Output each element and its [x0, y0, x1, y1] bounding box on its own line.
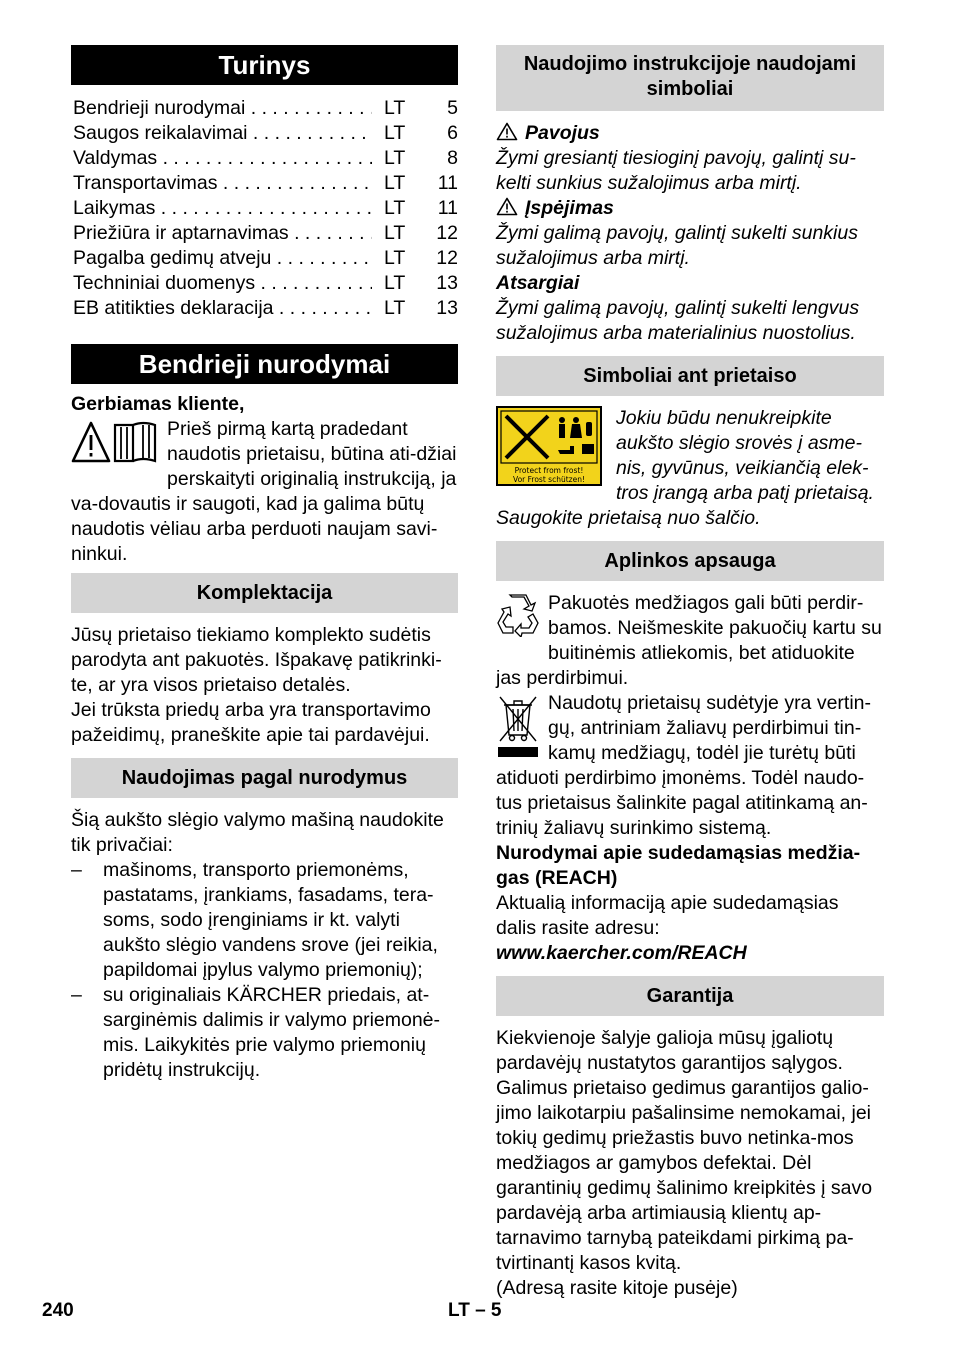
- toc-entry-title: Priežiūra ir aptarnavimas . . .: [73, 221, 372, 246]
- toc-entry-title: EB atitikties deklaracija . . .: [73, 296, 372, 321]
- warning-line: [496, 196, 884, 221]
- device-warning-label-icon: [496, 406, 602, 493]
- right-column: [496, 45, 884, 1311]
- dash-marker: –: [71, 984, 82, 1006]
- toc-entry-page: 13: [436, 297, 458, 319]
- toc-entry-title: Transportavimas . . .: [73, 171, 372, 196]
- dash-marker: –: [71, 859, 82, 881]
- toc-entry-title: Pagalba gedimų atveju . . .: [73, 246, 372, 271]
- list-item: [71, 858, 458, 983]
- toc-row[interactable]: [71, 271, 458, 296]
- toc-entry-page: 5: [447, 97, 458, 119]
- danger-label: Pavojus: [525, 122, 600, 144]
- packaging-text: Pakuotės medžiagos gali būti perdir-bamos. Neišmeskite pakuočių kartu su buitinėmis atliekomis, bet atiduokite jas perdirbimui.: [496, 592, 882, 689]
- scope-text-2: Jei trūksta priedų arba yra transportavimo pažeidimų, praneškite apie tai pardavėjui.: [71, 699, 431, 746]
- caution-label: Atsargiai: [496, 272, 580, 294]
- toc-row[interactable]: [71, 171, 458, 196]
- disposal-text: Naudotų prietaisų sudėtyje yra vertin-gų, antriniam žaliavų perdirbimui tin-kamų medžiagų, todėl jie turėtų būti atiduoti perdirbimo įmonėms. Todėl naudo-tus prietaisus šalinkite pagal atitinkamą an-trinių žaliavų surinkimo sistemą.: [496, 692, 871, 839]
- warranty-heading: Garantija: [496, 976, 884, 1016]
- page-number: 240: [42, 1300, 74, 1321]
- lang-page-label: LT – 5: [448, 1300, 502, 1321]
- reach-title: Nurodymai apie sudedamąsias medžia-gas (REACH): [496, 842, 861, 889]
- toc-entry-title: Laikymas . . .: [73, 196, 372, 221]
- crossed-bin-icon: [496, 693, 540, 766]
- scope-heading: Komplektacija: [71, 573, 458, 613]
- warranty-note: (Adresą rasite kitoje pusėje): [496, 1277, 738, 1299]
- left-column: [71, 45, 458, 1093]
- usage-section: [71, 808, 458, 1083]
- toc-entry-page: 11: [437, 172, 458, 194]
- usage-item-1: mašinoms, transporto priemonėms, pastatams, įrankiams, fasadams, tera-soms, sodo įrenginiams ir kt. valyti aukšto slėgio vandens srove (jei reikia, papildomai įpylus valymo priemonių);: [103, 859, 438, 981]
- caution-text: Žymi galimą pavojų, galintį sukelti lengvus sužalojimus arba materialinius nuostolius.: [496, 297, 860, 344]
- toc-entry-lang: LT: [384, 272, 406, 294]
- toc-row[interactable]: [71, 146, 458, 171]
- frost-label-line1: Protect from frost!: [514, 466, 584, 475]
- toc-entry-page: 12: [436, 222, 458, 244]
- intro-block: [71, 417, 458, 567]
- toc-entry-lang: LT: [384, 197, 406, 219]
- warranty-section: [496, 1026, 884, 1301]
- reach-link[interactable]: www.kaercher.com/REACH: [496, 942, 747, 964]
- danger-text: Žymi gresiantį tiesioginį pavojų, galintį su-kelti sunkius sužalojimus arba mirtį.: [496, 147, 856, 194]
- device-symbols-heading: Simboliai ant prietaiso: [496, 356, 884, 396]
- toc-row[interactable]: [71, 121, 458, 146]
- table-of-contents: [71, 96, 458, 321]
- toc-entry-title: Techniniai duomenys . . .: [73, 271, 372, 296]
- device-symbols-text: Jokiu būdu nenukreipkite aukšto slėgio srovės į asme-nis, gyvūnus, veikiančią elek-tros įrangą arba patį prietaisą. Saugokite prietaisą nuo šalčio.: [496, 407, 874, 529]
- toc-entry-title: Valdymas . . .: [73, 146, 372, 171]
- toc-entry-page: 13: [436, 272, 458, 294]
- danger-line: [496, 121, 884, 146]
- warning-label: Įspėjimas: [525, 197, 614, 219]
- toc-entry-title: Bendrieji nurodymai . . .: [73, 96, 372, 121]
- toc-row[interactable]: [71, 296, 458, 321]
- scope-section: [71, 623, 458, 748]
- warning-triangle-icon: [496, 122, 518, 141]
- toc-entry-lang: LT: [384, 122, 406, 144]
- toc-entry-lang: LT: [384, 147, 406, 169]
- toc-row[interactable]: [71, 221, 458, 246]
- toc-entry-lang: LT: [384, 297, 406, 319]
- device-symbols-section: [496, 406, 884, 531]
- toc-entry-page: 11: [437, 197, 458, 219]
- toc-entry-page: 12: [436, 247, 458, 269]
- intro-text: Prieš pirmą kartą pradedant naudotis prietaisu, būtina ati-džiai perskaityti originalią instrukciją, ja va-dovautis ir saugoti, kad ja galima būtų naudotis vėliau arba perduoti naujam savi-ninkui.: [71, 418, 457, 565]
- warning-text: Žymi galimą pavojų, galintį sukelti sunkius sužalojimus arba mirtį.: [496, 222, 858, 269]
- scope-text-1: Jūsų prietaiso tiekiamo komplekto sudėtis parodyta ant pakuotės. Išpakavę patikrinki-te, ar yra visos prietaiso detalės.: [71, 624, 442, 696]
- frost-label-line2: Vor Frost schützen!: [513, 475, 585, 484]
- greeting: Gerbiamas kliente,: [71, 393, 245, 415]
- toc-row[interactable]: [71, 196, 458, 221]
- recycling-icon: [496, 593, 540, 644]
- warranty-text: Kiekvienoje šalyje galioja mūsų įgaliotų pardavėjų nustatytos garantijos sąlygos. Galimus prietaiso gedimus garantijos galio-jimo laikotarpiu pašalinsime nemokamai, jei tokių gedimų priežastis buvo netinka-mos medžiagos ar gamybos defektai. Dėl garantinių gedimų šalinimo kreipkitės į savo pardavėją arba artimiausią klientų ap-tarnavimo tarnybą pateikdami pirkimą pa-tvirtinantį kasos kvitą.: [496, 1027, 873, 1274]
- environment-heading: Aplinkos apsauga: [496, 541, 884, 581]
- symbols-heading: Naudojimo instrukcijoje naudojami simboliai: [496, 45, 884, 111]
- reach-text: Aktualią informaciją apie sudedamąsias dalis rasite adresu:: [496, 892, 839, 939]
- usage-text: Šią aukšto slėgio valymo mašiną naudokite tik privačiai:: [71, 809, 444, 856]
- usage-heading: Naudojimas pagal nurodymus: [71, 758, 458, 798]
- toc-row[interactable]: [71, 246, 458, 271]
- toc-entry-page: 6: [447, 122, 458, 144]
- toc-row[interactable]: [71, 96, 458, 121]
- warning-manual-icon: [71, 417, 159, 474]
- toc-entry-lang: LT: [384, 97, 406, 119]
- toc-entry-title: Saugos reikalavimai . . .: [73, 121, 372, 146]
- toc-entry-lang: LT: [384, 247, 406, 269]
- list-item: [71, 983, 458, 1083]
- environment-section: [496, 591, 884, 966]
- toc-heading: Turinys: [71, 45, 458, 85]
- general-heading: Bendrieji nurodymai: [71, 344, 458, 384]
- usage-item-2: su originaliais KÄRCHER priedais, at-sarginėmis dalimis ir valymo priemonė-mis. Laikykitės prie valymo priemonių pridėtų instrukcijų.: [103, 984, 441, 1081]
- toc-entry-lang: LT: [384, 172, 406, 194]
- symbols-section: [496, 121, 884, 346]
- toc-entry-page: 8: [447, 147, 458, 169]
- warning-triangle-icon: [496, 197, 518, 216]
- toc-entry-lang: LT: [384, 222, 406, 244]
